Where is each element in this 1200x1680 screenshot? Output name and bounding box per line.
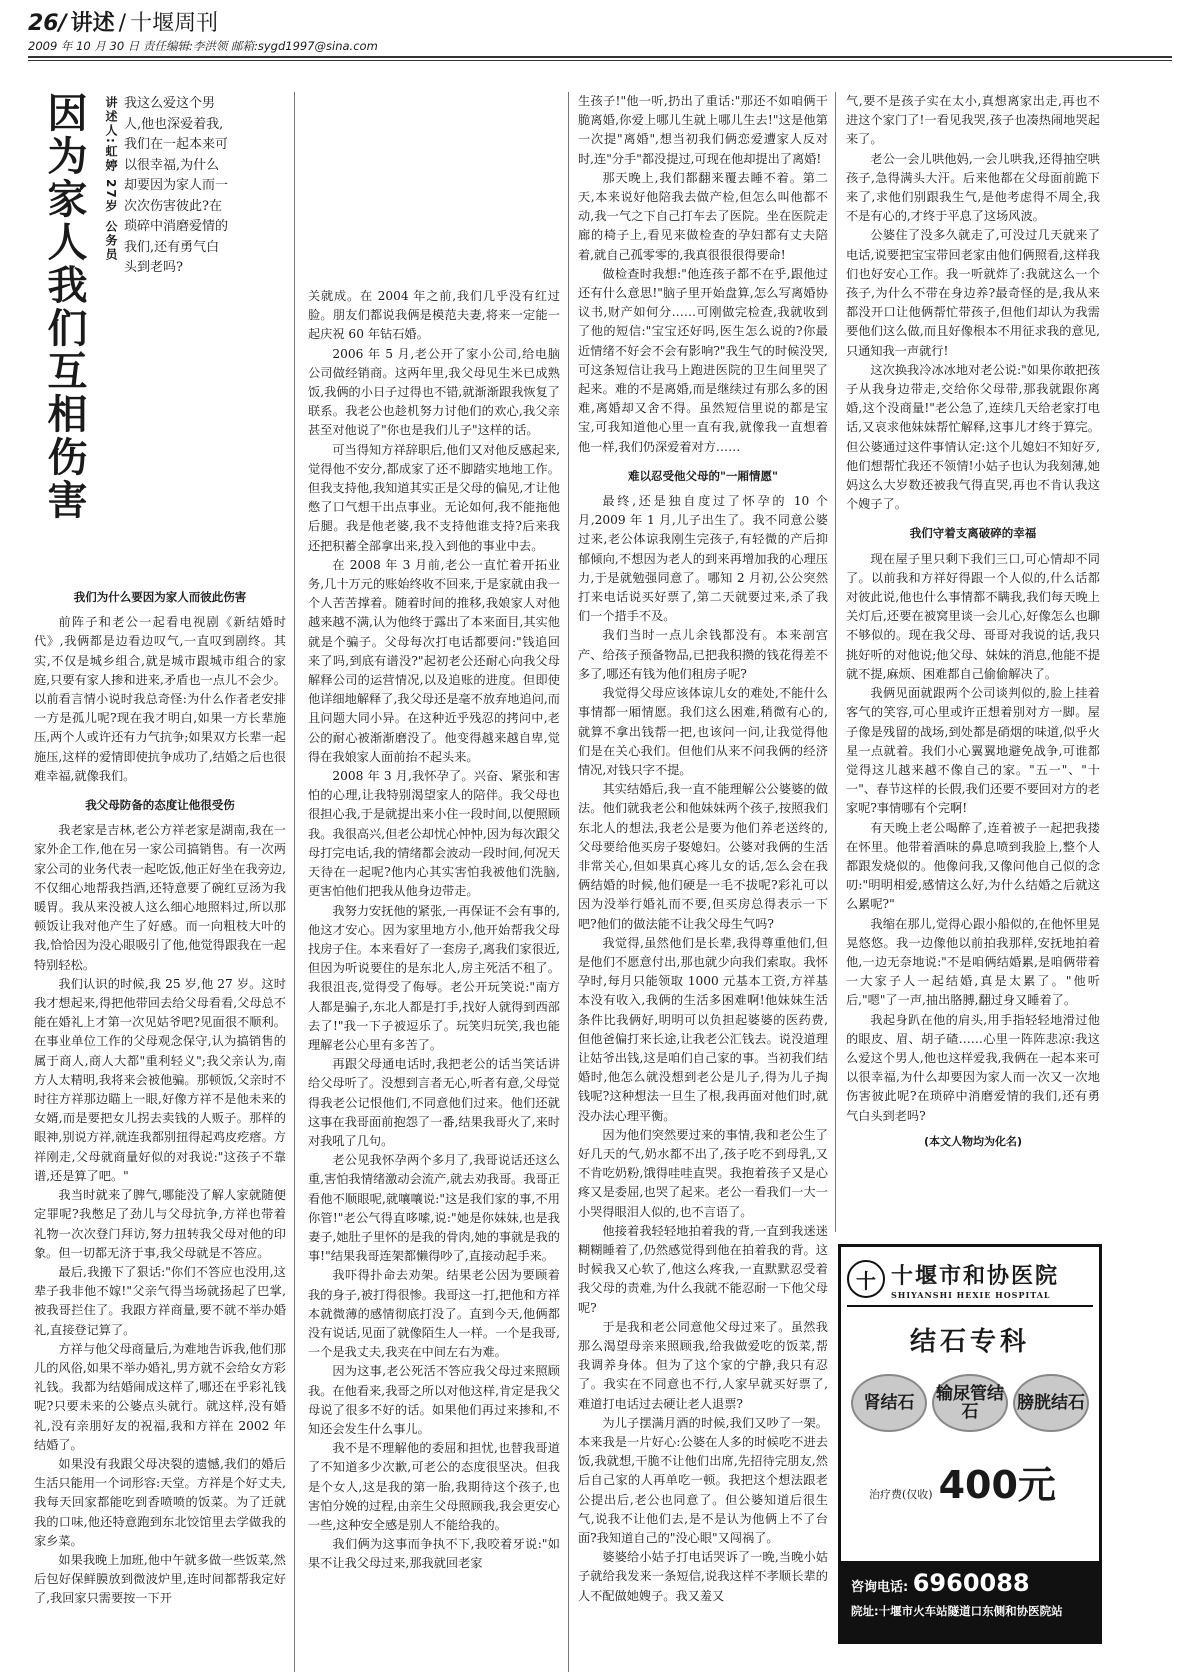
paragraph: 我吓得扑命去劝架。结果老公因为要顾着我的身子,被打得很惨。我哥这一打,把他和方祥本就微薄的感情彻底打没了。直到今天,他俩都没有说话,见面了就像陌生人一样。一个是我哥,一个是我丈夫,我夹在中间左右为难。 xyxy=(308,1268,560,1360)
paragraph: 其实结婚后,我一直不能理解公公婆婆的做法。他们就我老公和他妹妹两个孩子,按照我们东北人的想法,我老公是要为他们养老送终的,父母要给他买房子娶媳妇。公婆对我俩的生活非常关心,但如果真心疼儿女的话,怎么会在我俩结婚的时候,他们硬是一毛不拔呢?彩礼可以因为没举行婚礼而不要,但买房总得表示一下吧?他们的做法能不让我父母生气吗? xyxy=(578,782,828,931)
paragraph: 我当时就来了脾气,哪能没了解人家就随便定罪呢?我憋足了劲儿与父母抗争,方祥也带着礼物一次次登门拜访,努力扭转我父母对他的印象。但一切都无济于事,我父母就是不答应。 xyxy=(34,1188,286,1260)
header-rule xyxy=(28,56,1172,58)
paragraph: 为儿子摆满月酒的时候,我们又吵了一架。本来我是一片好心:公婆在人多的时候吃不进去饭,我就想,干脆不让他们出席,先招待完朋友,然后自己家的人再单吃一顿。我把这个想法跟老公提出后,老公也同意了。但公婆知道后很生气,说我不让他们去,是不是认为他俩上不了台面?我知道自己的"没心眼"又闯祸了。 xyxy=(578,1415,828,1546)
publication-name: 十堰周刊 xyxy=(130,11,219,36)
paragraph: 关就成。在 2004 年之前,我们几乎没有红过脸。朋友们都说我俩是模范夫妻,将来一定能一起庆祝 60 年钻石婚。 xyxy=(308,289,560,342)
ad-specialty: 结石专科 xyxy=(909,1327,1030,1357)
article-column-1 xyxy=(34,578,286,1676)
column-divider xyxy=(568,92,569,1672)
paragraph: 2006 年 5 月,老公开了家小公司,给电脑公司做经销商。这两年里,我父母见生米已成熟饭,我俩的小日子过得也不错,就渐渐跟我恢复了联系。我老公也趁机努力讨他们的欢心,我父亲甚至对他说了"你也是我们儿子"这样的话。 xyxy=(308,346,560,438)
subheading: 我们守着支离破碎的幸福 xyxy=(909,526,1037,541)
paragraph: 我们俩为这事而争执不下,我咬着牙说:"如果不让我父母过来,那我就回老家 xyxy=(308,1537,560,1571)
page-number: 26/ xyxy=(28,11,67,36)
article-lead: 我这么爱这个男人,他也深爱着我,我们在一起本来可以很幸福,为什么却要因为家人而一次次伤害彼此?在琐碎中消磨爱情的我们,还有勇气白头到老吗? xyxy=(124,96,229,275)
paragraph: 最终,还是独自度过了怀孕的 10 个月,2009 年 1 月,儿子出生了。我不同意公婆过来,老公体谅我刚生完孩子,有轻微的产后抑郁倾向,不想因为老人的到来再增加我的心理压力,于是就勉强同意了。哪知 2 月初,公公突然打来电话说买好票了,第二天就要过来,杀了我们一个措手不及。 xyxy=(578,494,828,624)
ad-contact-bar xyxy=(841,1561,1099,1641)
section-name: 讲述 xyxy=(70,11,115,36)
subheading: 我们为什么要因为家人而彼此伤害 xyxy=(73,590,247,604)
subheading: 难以忍受他父母的"一厢情愿" xyxy=(628,468,778,483)
column-divider xyxy=(835,92,836,1232)
paragraph: 老公一会儿哄他妈,一会儿哄我,还得抽空哄孩子,急得满头大汗。后来他都在父母面前跪下来了,求他们别跟我生气,是他考虑得不周全,我不是有心的,才终于平息了这场风波。 xyxy=(846,151,1100,224)
column-divider xyxy=(294,92,295,1672)
ad-header xyxy=(847,1253,1093,1307)
paragraph: 我起身趴在他的肩头,用手指轻轻地滑过他的眼皮、眉、胡子碴……心里一阵阵悲凉:我这么爱这个男人,他也这样爱我,我俩在一起本来可以很幸福,为什么却要因为家人而一次又一次地伤害彼此呢?在琐碎中消磨爱情的我们,还有勇气白头到老吗? xyxy=(846,1012,1100,1123)
dateline: 2009 年 10 月 30 日 责任编辑:李洪领 邮箱:sygd1997@sina.com xyxy=(28,39,378,53)
ad-phone xyxy=(851,1569,1089,1597)
paragraph: 我缩在那儿,觉得心跟小船似的,在他怀里晃晃悠悠。我一边像他以前拍我那样,安抚地拍着他,一边无奈地说:"不是咱俩结婚累,是咱俩带着一大家子人一起结婚,真是太累了。"他听后,"嗯"了一声,抽出胳膊,翻过身又睡着了。 xyxy=(846,916,1100,1008)
paragraph: 方祥与他父母商量后,为难地告诉我,他们那儿的风俗,如果不举办婚礼,男方就不会给女方彩礼钱。我都为结婚闹成这样了,哪还在乎彩礼钱呢?只要未来的公婆点头就行。就这样,没有婚礼,没有亲朋好友的祝福,我和方祥在 2002 年结婚了。 xyxy=(34,1341,286,1452)
paragraph: 在 2008 年 3 月前,老公一直忙着开拓业务,几十万元的账始终收不回来,于是家就由我一个人苦苦撑着。随着时间的推移,我娘家人对他越来越不满,认为他终于露出了本来面目,其实他就是个骗子。父母每次打电话都要问:"钱追回来了吗,到底有谱没?"起初老公还耐心向我父母解释公司的运营情况,以及追账的进度。但即使他详细地解释了,我父母还是毫不放弃地追问,而且问题大同小异。在这种近乎残忍的拷问中,老公的耐心被渐渐磨没了。他变得越来越自卑,觉得在我娘家人面前抬不起头来。 xyxy=(308,557,560,764)
paragraph: 如果没有我跟父母决裂的遗憾,我们的婚后生活只能用一个词形容:天堂。方祥是个好丈夫,我每天回家都能吃到香喷喷的饭菜。为了迁就我的口味,他还特意跑到东北饺馆里去学做我的家乡菜。 xyxy=(34,1456,286,1548)
ad-address: 院址:十堰市火车站隧道口东侧和协医院站 xyxy=(851,1604,1063,1618)
paragraph: 因为他们突然要过来的事情,我和老公生了好几天的气,奶水都不出了,孩子吃不到母乳,又不肯吃奶粉,饿得哇哇直哭。我抱着孩子又是心疼又是委屈,也哭了起来。老公一看我们一大一小哭得眼泪人似的,也不言语了。 xyxy=(578,1127,828,1219)
paragraph: 可当得知方祥辞职后,他们又对他反感起来,觉得他不安分,都成家了还不脚踏实地地工作。但我支持他,我知道其实正是父母的偏见,才让他憋了口气想干出点事业。无论如何,我不能拖他后腿。我是他老婆,我不支持他谁支持?后来我还把积蓄全部拿出来,投入到他的事业中去。 xyxy=(308,442,560,553)
paragraph: 生孩子!"他一听,扔出了重话:"那还不如咱俩干脆离婚,你爱上哪儿生就上哪儿生去!"这是他第一次提"离婚",想当初我们俩恋爱遭家人反对时,连"分手"都没提过,可现在他却提出了离婚! xyxy=(578,94,828,166)
paragraph: 我觉得父母应该体谅儿女的难处,不能什么事情都一厢情愿。我们这么困难,稍微有心的,就算不拿出钱帮一把,也该问一问,让我觉得他们是在关心我们。但他们从来不问我俩的经济情况,对钱只字不提。 xyxy=(578,686,828,777)
ad-fee-label: 治疗费(仅收) xyxy=(869,1488,933,1501)
paragraph: 老公见我怀孕两个多月了,我哥说话还这么重,害怕我情绪激动会流产,就去劝我哥。我哥正看他不顺眼呢,就嚷嚷说:"这是我们家的事,不用你管!"老公气得直哆嗦,说:"她是你妹妹,也是我妻子,她肚子里怀的是我的骨肉,她的事就是我的事!"结果我哥连架都懒得吵了,直接动起手来。 xyxy=(308,1153,560,1264)
ad-service-item: 输尿管结石 xyxy=(932,1374,1008,1432)
paragraph: 前阵子和老公一起看电视剧《新结婚时代》,我俩都是边看边叹气,一直叹到剧终。其实,不仅是城乡组合,就是城市跟城市组合的家庭,只要有家人掺和进来,矛盾也一点儿不会少。以前看言情小说时我总奇怪:为什么作者老安排一方是孤儿呢?现在我才明白,如果一方长辈施压,两个人或许还有力气抗争;如果双方长辈一起施压,这样的爱情即使抗争成功了,结婚之后也很难幸福,就像我们。 xyxy=(34,615,286,783)
paragraph: 2008 年 3 月,我怀孕了。兴奋、紧张和害怕的心理,让我特别渴望家人的陪伴。我父母也很担心我,于是就提出来小住一段时间,以便照顾我。我很高兴,但老公却忧心忡忡,因为每次跟父母打完电话,我的情绪都会波动一段时间,何况天天待在一起呢?他内心其实害怕我被他们洗脑,更害怕他们把我从他身边带走。 xyxy=(308,769,560,899)
ad-service-list xyxy=(847,1374,1093,1432)
ad-phone-label: 咨询电话: xyxy=(851,1580,909,1595)
paragraph: 公婆住了没多久就走了,可没过几天就来了电话,说要把宝宝带回老家由他们俩照看,这样我们也好安心工作。我一听就炸了:我就这么一个孩子,为什么不带在身边养?最奇怪的是,我从来都没开口让他俩帮忙带孩子,但他们却认为我需要他们这么做,而且好像根本不用征求我的意见,只通知我一声就行! xyxy=(846,228,1100,358)
hospital-name: 十堰市和协医院 xyxy=(891,1262,1060,1289)
article-title: 因为家人我们互相伤害 xyxy=(41,92,87,522)
paragraph: 我不是不理解他的委屈和担忧,也替我哥道了不知道多少次歉,可老公的态度很坚决。但我是个女人,这是我的第一胎,我期待这个孩子,也害怕分娩的过程,由亲生父母照顾我,我会更安心一些,这种安全感是别人不能给我的。 xyxy=(308,1441,560,1532)
masthead-separator: / xyxy=(118,11,127,36)
paragraph: 我俩见面就跟两个公司谈判似的,脸上挂着客气的笑容,可心里或许正想着别对方一脚。屋子像是残留的战场,到处都是硝烟的味道,似乎火星一点就着。我们小心翼翼地避免战争,可谁都觉得这儿越来越不像自己的家。"五一"、"十一"、春节这样的长假,我们还要不要回对方的老家呢?事情哪有个完啊! xyxy=(846,686,1100,816)
paragraph: 我们认识的时候,我 25 岁,他 27 岁。这时我才想起来,得把他带回去给父母看看,父母总不能在婚礼上才第一次见姑爷吧?见面很不顺利。在事业单位工作的父母观念保守,认为搞销售的属于商人,商人大都"重利轻义";我父亲认为,南方人太精明,我将来会被他骗。那顿饭,父亲时不时往方祥那边瞄上一眼,好像方祥不是他未来的女婿,而是要把女儿拐去卖钱的人贩子。那样的眼神,别说方祥,就连我都别扭得起鸡皮疙瘩。方祥刚走,父母就商量好似的对我说:"这孩子不靠谱,还是算了吧。" xyxy=(34,976,286,1183)
article-column-2 xyxy=(308,287,560,1677)
paragraph: 气,要不是孩子实在太小,真想离家出走,再也不进这个家门了!一看见我哭,孩子也凑热闹地哭起来了。 xyxy=(846,94,1100,147)
ad-service-item: 膀胱结石 xyxy=(1013,1374,1089,1432)
paragraph: 他接着我轻轻地拍着我的背,一直到我迷迷糊糊睡着了,仍然感觉得到他在拍着我的背。这时候我又心软了,他这么疼我,一直默默忍受着我父母的责难,为什么我就不能忍耐一下他父母呢? xyxy=(578,1223,828,1315)
ad-price xyxy=(869,1454,1093,1509)
ad-fee-value: 400元 xyxy=(938,1463,1056,1507)
ad-service-item: 肾结石 xyxy=(851,1374,927,1432)
paragraph: 因为这事,老公死活不答应我父母过来照顾我。在他看来,我哥之所以对他这样,肯定是我父母说了很多不好的话。如果他们再过来掺和,不知还会发生什么事儿。 xyxy=(308,1364,560,1436)
author-note: (本文人物均为化名) xyxy=(923,1134,1023,1148)
paragraph: 我们当时一点儿余钱都没有。本来剖宫产、给孩子预备物品,已把我积攒的钱花得差不多了,哪还有钱为他们租房子呢? xyxy=(578,628,828,681)
ad-phone-number: 6960088 xyxy=(912,1569,1030,1597)
paragraph: 我老家是吉林,老公方祥老家是湖南,我在一家外企工作,他在另一家公司搞销售。有一次两家公司的业务代表一起吃饭,他正好坐在我旁边,不仅细心地帮我挡酒,还特意要了碗红豆汤为我暖胃。我从来没被人这么细心地照料过,所以那顿饭让我对他产生了好感。而一向粗枝大叶的我,恰恰因为没心眼吸引了他,他觉得跟我在一起特别轻松。 xyxy=(34,823,286,972)
paragraph: 我觉得,虽然他们是长辈,我得尊重他们,但是他们不愿意付出,那也就少向我们索取。我怀孕时,每月只能领取 1000 元基本工资,方祥基本没有收入,我俩的生活多困难啊!他妹妹生活条件比我俩好,明明可以负担起婆婆的医药费,但他爸偏打来长途,让我老公汇钱去。说没道理让姑爷出钱,这是咱们自己家的事。当初我们结婚时,他怎么就没想到老公是儿子,得为儿子掏钱呢?这种想法一旦生了根,我再面对他们时,就没办法心理平衡。 xyxy=(578,935,828,1123)
paragraph: 最后,我搬下了狠话:"你们不答应也没用,这辈子我非他不嫁!"父亲气得当场就扬起了巴掌,被我哥拦住了。我跟方祥商量,要不就不举办婚礼,直接登记算了。 xyxy=(34,1264,286,1337)
paragraph: 那天晚上,我们都翻来覆去睡不着。第二天,本来说好他陪我去做产检,但怎么叫他都不动,我一气之下自己打车去了医院。坐在医院走廊的椅子上,看见来做检查的孕妇都有丈夫陪着,就自己孤零零的,我真很很很得要命! xyxy=(578,170,828,262)
paragraph: 现在屋子里只剩下我们三口,可心情却不同了。以前我和方祥好得跟一个人似的,什么话都对彼此说,他也什么事情都不瞒我,我们每天晚上关灯后,还要在被窝里谈一会儿心,好像怎么也聊不够似的。现在我父母、哥哥对我说的话,我只挑好听的对他说;他父母、妹妹的消息,他能不提就不提,麻烦、困难都自己偷偷解决了。 xyxy=(846,551,1100,681)
header-rule-thin xyxy=(28,60,1172,61)
masthead xyxy=(28,6,218,38)
article-column-3 xyxy=(578,92,828,1676)
paragraph: 做检查时我想:"他连孩子都不在乎,跟他过还有什么意思!"脑子里开始盘算,怎么写离婚协议书,财产如何分……可刚做完检查,我就收到了他的短信:"宝宝还好吗,医生怎么说的?你最近情绪不好会不会有影响?"我生气的时候没哭,可这条短信让我马上跑进医院的卫生间里哭了起来。难的不是离婚,而是继续过有那么多的困难,离婚却又舍不得。虽然短信里说的都是宝宝,可我知道他心里一直有我,就像我一直想着他一样,我们仍深爱着对方…… xyxy=(578,266,828,454)
hospital-logo: 十 xyxy=(847,1260,885,1298)
byline: 讲述人:虹婷 27岁 公务员 xyxy=(104,96,118,262)
paragraph: 我努力安抚他的紧张,一再保证不会有事的,他这才安心。因为家里地方小,他开始帮我父母找房子住。本来看好了一套房子,离我们家很近,但因为听说要住的是东北人,房主死活不租了。我很沮丧,觉得受了侮辱。老公开玩笑说:"南方人都是骗子,东北人都是打手,找好人就得到西部去了!"我一下子被逗乐了。玩笑归玩笑,我也能理解老公心里有多苦了。 xyxy=(308,903,560,1052)
paragraph: 再跟父母通电话时,我把老公的话当笑话讲给父母听了。没想到言者无心,听者有意,父母觉得我老公记恨他们,不同意他们过来。他们还就这事在我哥面前抱怨了一番,结果我哥火了,来时对我吼了几句。 xyxy=(308,1057,560,1148)
paragraph: 有天晚上老公喝醉了,连着被子一起把我搂在怀里。他带着酒味的鼻息喷到我脸上,整个人都跟发烧似的。他像问我,又像问他自己似的念叨:"明明相爱,感情这么好,为什么结婚之后就这么累呢?" xyxy=(846,820,1100,912)
article-column-4 xyxy=(846,92,1100,1232)
hospital-advertisement xyxy=(838,1244,1102,1644)
paragraph: 这次换我冷冰冰地对老公说:"如果你敢把孩子从我身边带走,交给你父母带,那我就跟你离婚,这个没商量!"老公急了,连续几天给老家打电话,又哀求他妹妹帮忙解释,这事儿才终于算完。但公婆通过这件事情认定:这个儿媳妇不知好歹,他们想帮忙我还不领情!小姑子也认为我刻薄,她妈这么大岁数还被我气得直哭,再也不肯认我这个嫂子了。 xyxy=(846,362,1100,512)
hospital-name-english: SHIYANSHI HEXIE HOSPITAL xyxy=(891,1289,1051,1300)
paragraph: 于是我和老公同意他父母过来了。虽然我那么渴望母亲来照顾我,给我做爱吃的饭菜,帮我调养身体。但为了这个家的宁静,我只有忍了。我实在不同意也不行,人家早就买好票了,难道打电话过去硬让老人退票? xyxy=(578,1319,828,1411)
paragraph: 婆婆给小姑子打电话哭诉了一晚,当晚小姑子就给我发来一条短信,说我这样不孝顺长辈的人不配做她嫂子。我又羞又 xyxy=(578,1550,828,1603)
subheading: 我父母防备的态度让他很受伤 xyxy=(85,798,235,813)
paragraph: 如果我晚上加班,他中午就多做一些饭菜,然后包好保鲜膜放到微波炉里,连时间都帮我定好了,我回家只需要按一下开 xyxy=(34,1552,286,1606)
